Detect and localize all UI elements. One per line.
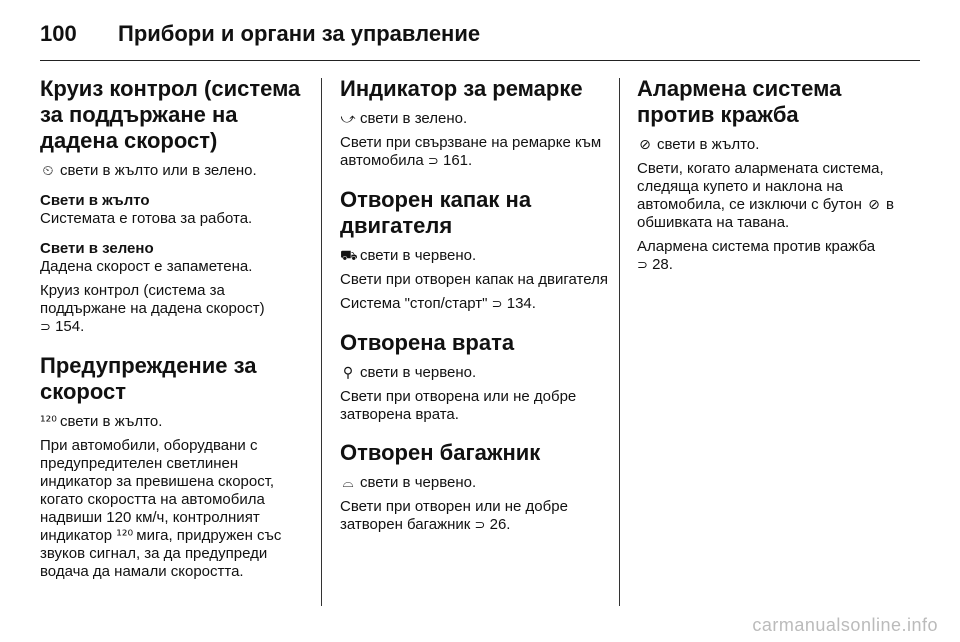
page-number: 100	[40, 21, 77, 46]
page-ref-icon: ⊃	[427, 154, 439, 169]
body-text: Свети при отворен или не добре затворен багажник ⊃ 26.	[340, 498, 568, 533]
section-heading: Индикатор за ремарке	[340, 76, 583, 101]
open-door-icon: ⚲	[342, 365, 354, 381]
alarm-tilt-icon: ⊘	[639, 137, 651, 153]
status-text: ⌓ свети в червено.	[340, 474, 608, 492]
column-divider	[619, 78, 620, 606]
status-text: ⛟ свети в червено.	[340, 247, 477, 264]
body-text: Алармена система против кражба ⊃ 28.	[637, 238, 876, 273]
status-text: ⚲ свети в червено.	[340, 364, 608, 382]
green-text: Дадена скорост е запаметена.	[40, 258, 253, 275]
status-text: ⏲ свети в жълто или в зелено.	[40, 162, 312, 180]
subheading-yellow: Свети в жълто	[40, 192, 150, 209]
column-3	[637, 76, 920, 291]
watermark: carmanualsonline.info	[752, 615, 938, 635]
body-text: При автомобили, оборудвани с предупредителен светлинен индикатор за превишена скорост, когато скоростта на автомобила надвиши 120 км/ч, контролният индикатор ¹²⁰ мига, придружен със звуков сигнал, за да предупреди водача да намали скоростта.	[40, 437, 282, 580]
section-heading: Отворен капак на двигателя	[340, 187, 532, 238]
section-heading: Отворен багажник	[340, 440, 541, 465]
hood-section	[340, 187, 608, 314]
alarm-tilt-icon: ⊘	[868, 197, 880, 213]
subheading-green: Свети в зелено	[40, 240, 154, 257]
cruise-control-icon: ⏲	[42, 163, 54, 179]
speed-120-icon: ¹²⁰	[40, 414, 57, 430]
page-ref-icon: ⊃	[474, 518, 486, 533]
system-text: Система "стоп/старт" ⊃ 134.	[340, 295, 536, 312]
speed-120-icon: ¹²⁰	[116, 528, 134, 544]
page-ref-icon: ⊃	[491, 297, 503, 312]
page-ref[interactable]: 28.	[652, 256, 673, 273]
column-2	[340, 76, 608, 551]
status-text: ⊘ свети в жълто.	[637, 136, 920, 154]
page-ref[interactable]: 26.	[489, 516, 511, 533]
body-text: Свети, когато алармената система, следяща купето и наклона на автомобила, се изключи с бутон ⊘ в обшивката на тавана.	[637, 160, 895, 231]
page-title: Прибори и органи за управление	[118, 21, 481, 46]
column-1	[40, 76, 312, 597]
body-text: Свети при отворен капак на двигателя	[340, 271, 608, 288]
page-ref[interactable]: 134.	[506, 295, 536, 312]
page-ref[interactable]: 154.	[55, 318, 85, 335]
column-divider	[321, 78, 322, 606]
page-header	[40, 14, 920, 54]
status-text: ¹²⁰ свети в жълто.	[40, 413, 163, 430]
section-heading: Отворена врата	[340, 330, 515, 355]
trailer-icon: ⤻	[340, 111, 356, 127]
alarm-section	[637, 76, 920, 275]
open-hood-icon: ⛟	[340, 248, 358, 264]
page-ref[interactable]: 161.	[443, 152, 473, 169]
open-trunk-icon: ⌓	[342, 475, 354, 491]
door-section	[340, 330, 608, 424]
header-divider	[40, 60, 920, 61]
page-ref-icon: ⊃	[40, 320, 51, 335]
section-heading: Круиз контрол (система за поддържане на дадена скорост)	[40, 76, 301, 153]
section-heading: Предупреждение за скорост	[40, 353, 257, 404]
trunk-section	[340, 440, 608, 535]
info-text: Круиз контрол (система за поддържане на дадена скорост) ⊃ 154.	[40, 282, 265, 335]
speed-warning-section	[40, 353, 312, 581]
trailer-section	[340, 76, 608, 171]
section-heading: Алармена система против кражба	[637, 76, 842, 127]
body-text: Свети при свързване на ремарке към автомобила ⊃ 161.	[340, 134, 602, 169]
cruise-control-section	[40, 76, 312, 337]
page-ref-icon: ⊃	[637, 258, 648, 273]
yellow-text: Системата е готова за работа.	[40, 210, 253, 227]
body-text: Свети при отворена или не добре затворена врата.	[340, 388, 577, 423]
status-text: ⤻ свети в зелено.	[340, 110, 468, 127]
